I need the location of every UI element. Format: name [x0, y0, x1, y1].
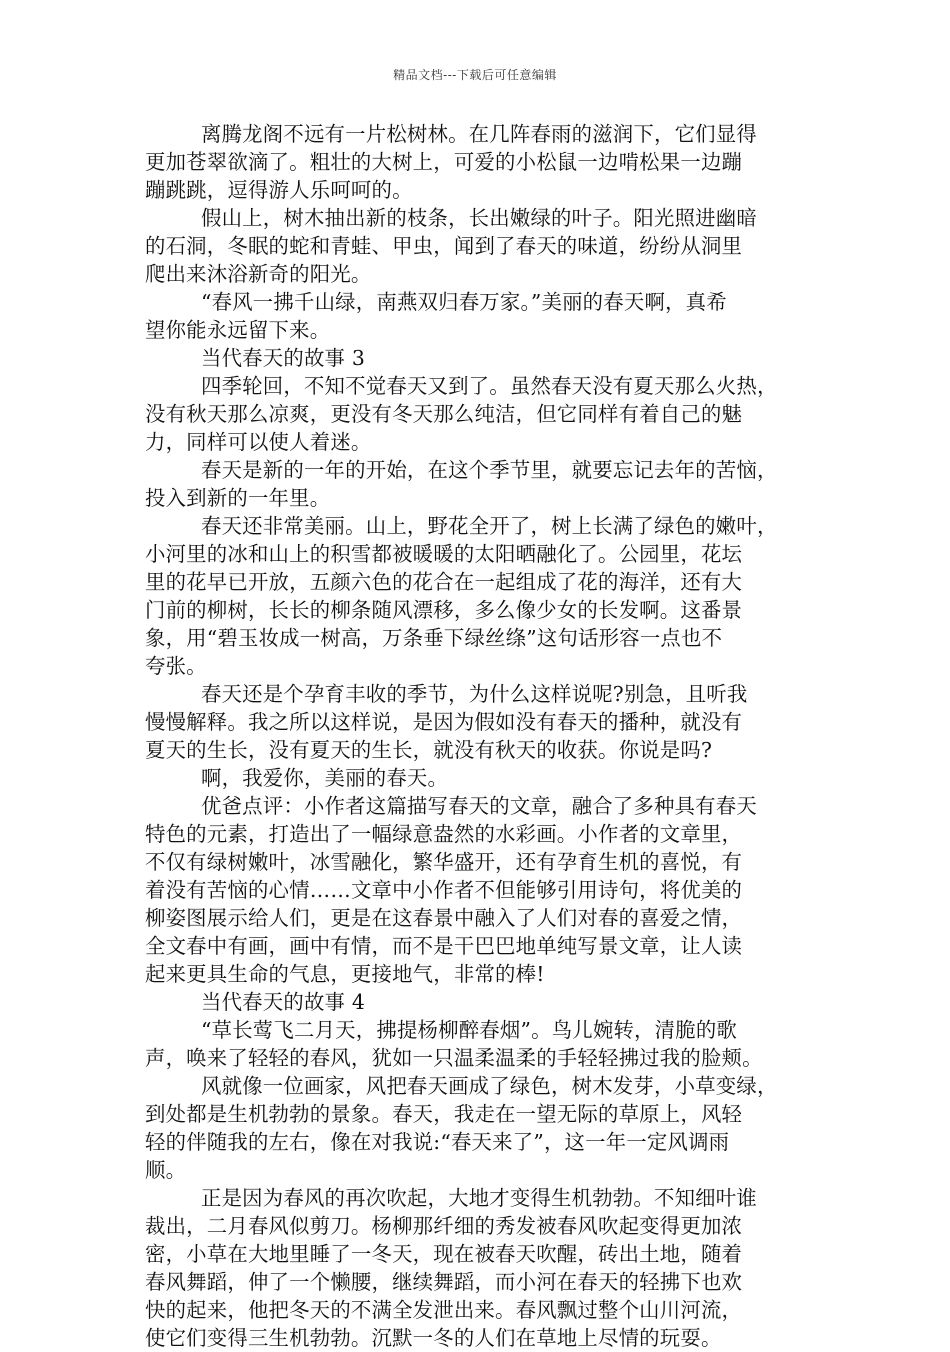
text-line: 优爸点评：小作者这篇描写春天的文章，融合了多种具有春天 [201, 794, 757, 818]
text-line: 使它们变得三生机勃勃。沉默一冬的人们在草地上尽情的玩耍。 [145, 1326, 722, 1350]
text-line: 的石洞，冬眠的蛇和青蛙、甲虫，闻到了春天的味道，纷纷从洞里 [145, 234, 743, 258]
text-line: 小河里的冰和山上的积雪都被暖暖的太阳晒融化了。公园里，花坛 [145, 542, 743, 566]
text-line: 春天还非常美丽。山上，野花全开了，树上长满了绿色的嫩叶， [201, 514, 778, 538]
text-line: 不仅有绿树嫩叶，冰雪融化，繁华盛开，还有孕育生机的喜悦，有 [145, 850, 743, 874]
text-line: 象，用“碧玉妆成一树高，万条垂下绿丝绦”这句话形容一点也不 [145, 626, 723, 650]
text-line: 声，唤来了轻轻的春风，犹如一只温柔温柔的手轻轻拂过我的脸颊。 [145, 1046, 763, 1070]
text-line: 离腾龙阁不远有一片松树林。在几阵春雨的滋润下，它们显得 [201, 122, 757, 146]
text-line: 正是因为春风的再次吹起，大地才变得生机勃勃。不知细叶谁 [201, 1186, 757, 1210]
text-line: 夏天的生长，没有夏天的生长，就没有秋天的收获。你说是吗? [145, 738, 713, 762]
text-line: 爬出来沐浴新奇的阳光。 [145, 262, 372, 286]
text-line: 里的花早已开放，五颜六色的花合在一起组成了花的海洋，还有大 [145, 570, 743, 594]
text-line: 风就像一位画家，风把春天画成了绿色，树木发芽，小草变绿， [201, 1074, 778, 1098]
text-line: 密，小草在大地里睡了一冬天，现在被春天吹醒，砖出土地，随着 [145, 1242, 743, 1266]
text-line: 望你能永远留下来。 [145, 318, 331, 342]
text-line: 全文春中有画，画中有情，而不是干巴巴地单纯写景文章，让人读 [145, 934, 743, 958]
text-line: 门前的柳树，长长的柳条随风漂移，多么像少女的长发啊。这番景 [145, 598, 743, 622]
page-header: 精品文档---下载后可任意编辑 [393, 68, 557, 82]
text-line: 夸张。 [145, 654, 207, 678]
text-line: 特色的元素，打造出了一幅绿意盎然的水彩画。小作者的文章里， [145, 822, 743, 846]
text-line: 快的起来，他把冬天的不满全发泄出来。春风飘过整个山川河流， [145, 1298, 743, 1322]
text-line: 慢慢解释。我之所以这样说，是因为假如没有春天的播种，就没有 [145, 710, 743, 734]
text-line: 起来更具生命的气息，更接地气，非常的棒! [145, 962, 545, 986]
text-line: 当代春天的故事 3 [201, 346, 365, 370]
text-line: 到处都是生机勃勃的景象。春天，我走在一望无际的草原上，风轻 [145, 1102, 743, 1126]
text-line: 春风舞蹈，伸了一个懒腰，继续舞蹈，而小河在春天的轻拂下也欢 [145, 1270, 743, 1294]
text-line: 当代春天的故事 4 [201, 990, 365, 1014]
text-line: 轻的伴随我的左右，像在对我说:“春天来了”，这一年一定风调雨 [145, 1130, 730, 1154]
text-line: “春风一拂千山绿，南燕双归春万家。”美丽的春天啊，真希 [201, 290, 727, 314]
text-line: 啊，我爱你，美丽的春天。 [201, 766, 449, 790]
text-line: 蹦跳跳，逗得游人乐呵呵的。 [145, 178, 413, 202]
text-line: 裁出，二月春风似剪刀。杨柳那纤细的秀发被春风吹起变得更加浓 [145, 1214, 743, 1238]
text-line: 四季轮回，不知不觉春天又到了。虽然春天没有夏天那么火热， [201, 374, 778, 398]
text-line: “草长莺飞二月天，拂提杨柳醉春烟”。鸟儿婉转，清脆的歌 [201, 1018, 738, 1042]
text-line: 更加苍翠欲滴了。粗壮的大树上，可爱的小松鼠一边啃松果一边蹦 [145, 150, 743, 174]
text-line: 假山上，树木抽出新的枝条，长出嫩绿的叶子。阳光照进幽暗 [201, 206, 757, 230]
text-line: 春天是新的一年的开始，在这个季节里，就要忘记去年的苦恼， [201, 458, 778, 482]
text-line: 柳姿图展示给人们，更是在这春景中融入了人们对春的喜爱之情， [145, 906, 743, 930]
text-line: 力，同样可以使人着迷。 [145, 430, 372, 454]
text-line: 没有秋天那么凉爽，更没有冬天那么纯洁，但它同样有着自己的魅 [145, 402, 743, 426]
text-line: 着没有苦恼的心情……文章中小作者不但能够引用诗句，将优美的 [145, 878, 743, 902]
text-line: 投入到新的一年里。 [145, 486, 331, 510]
text-line: 顺。 [145, 1158, 187, 1182]
document-body [145, 120, 805, 1352]
text-line: 春天还是个孕育丰收的季节，为什么这样说呢?别急，且听我 [201, 682, 748, 706]
